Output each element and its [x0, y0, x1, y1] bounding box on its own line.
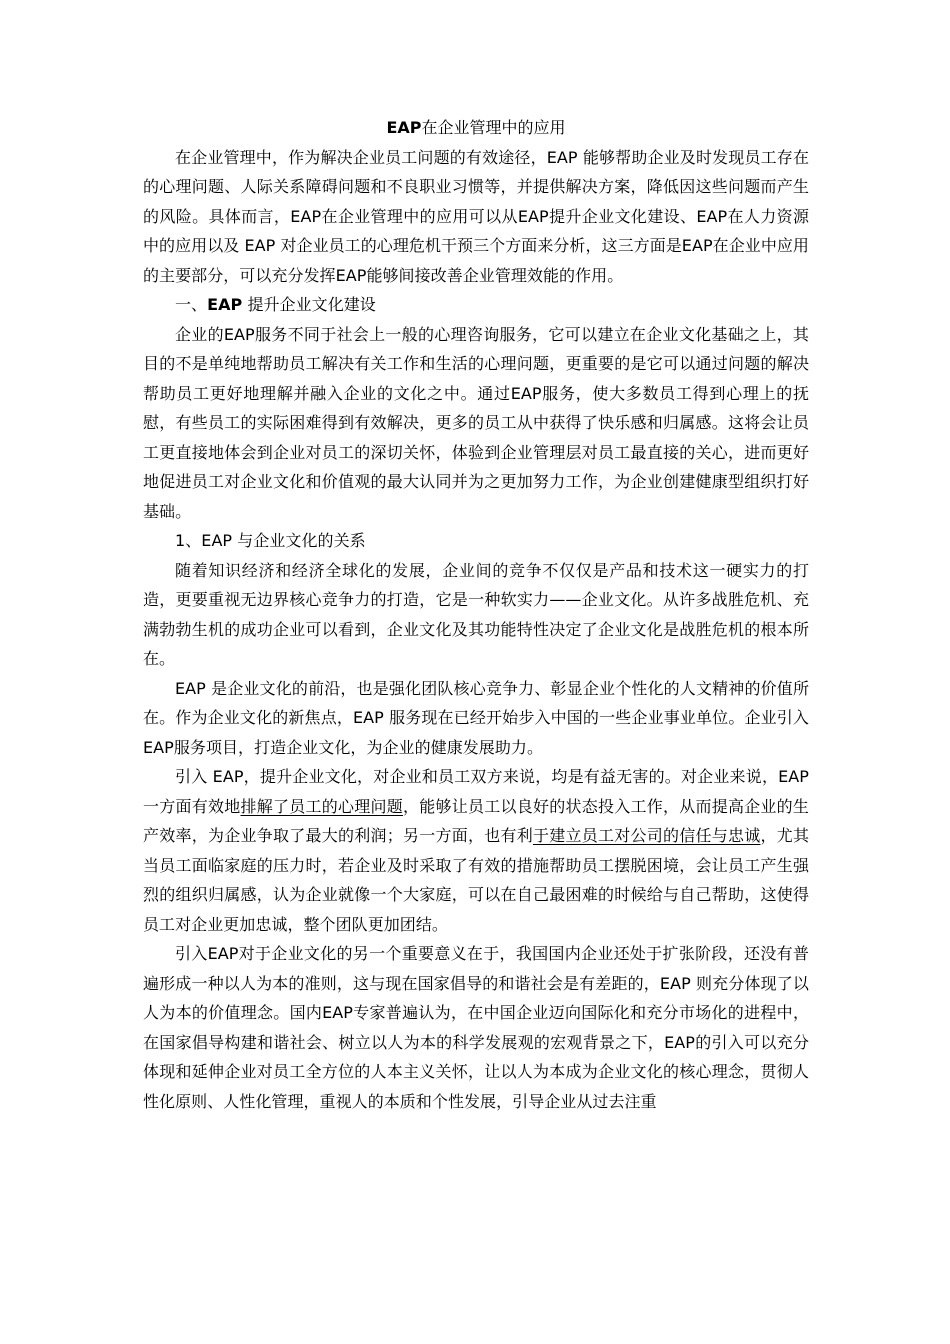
para3-text-a: 引入 EAP，提升企业文化，对企业和员工双方来说，均是有益无害的。对企业来说，EAP 一方面有效地: [143, 767, 809, 816]
subsection1-paragraph-4: 引入EAP对于企业文化的另一个重要意义在于，我国国内企业还处于扩张阶段，还没有普遍形成一种以人为本的准则，这与现在国家倡导的和谐社会是有差距的，EAP 则充分体现了以人为本的价值理念。国内EAP专家普遍认为，在中国企业迈向国际化和充分市场化的进程中，在国家倡导构建和谐社会、树立以人为本的科学发展观的宏观背景之下，EAP的引入可以充分体现和延伸企业对员工全方位的人本主义关怀，让以人为本成为企业文化的核心理念，贯彻人性化原则、人性化管理，重视人的本质和个性发展，引导企业从过去注重: [143, 944, 809, 1111]
section1-heading: [143, 290, 809, 320]
section1-heading-latin: EAP: [207, 295, 243, 314]
section1-heading-prefix: 一、: [175, 295, 208, 314]
para3-underlined-2: 于建立员工对公司的信任与忠诚: [532, 826, 761, 845]
para3-text-c: ，尤其当员工面临家庭的压力时，若企业及时采取了有效的措施帮助员工摆脱困境，会让员工产生强烈的组织归属感，认为企业就像一个大家庭，可以在自己最困难的时候给与自己帮助，这使得员工对企业更加忠诚，整个团队更加团结。: [143, 826, 810, 934]
title-rest: 在企业管理中的应用: [421, 118, 566, 137]
document-body: [143, 113, 809, 1116]
subsection1-paragraph-3: [143, 762, 809, 939]
section1-heading-rest: 提升企业文化建设: [242, 295, 376, 314]
para3-underlined-1: 排解了员工的心理问题: [240, 796, 403, 816]
intro-paragraph: 在企业管理中，作为解决企业员工问题的有效途径，EAP 能够帮助企业及时发现员工存在的心理问题、人际关系障碍问题和不良职业习惯等，并提供解决方案，降低因这些问题而产生的风险。具体而言，EAP在企业管理中的应用可以从EAP提升企业文化建设、EAP在人力资源中的应用以及 EAP 对企业员工的心理危机干预三个方面来分析，这三方面是EAP在企业中应用的主要部分，可以充分发挥EAP能够间接改善企业管理效能的作用。: [143, 147, 809, 285]
subsection1-heading: 1、EAP 与企业文化的关系: [175, 531, 366, 550]
title-latin: EAP: [386, 118, 422, 137]
subsection1-paragraph-2: EAP 是企业文化的前沿，也是强化团队核心竞争力、彰显企业个性化的人文精神的价值所在。作为企业文化的新焦点，EAP 服务现在已经开始步入中国的一些企业事业单位。企业引入EAP服务项目，打造企业文化，为企业的健康发展助力。: [143, 678, 809, 757]
document-title: [143, 113, 809, 143]
para3-text-b: ，能够让员工以良好的状态投入工作，从而提高企业的生产效率，为企业争取了最大的利润；另一方面，也有利: [143, 796, 809, 845]
subsection1-paragraph-1: 随着知识经济和经济全球化的发展，企业间的竞争不仅仅是产品和技术这一硬实力的打造，更要重视无边界核心竞争力的打造，它是一种软实力——企业文化。从许多战胜危机、充满勃勃生机的成功企业可以看到，企业文化及其功能特性决定了企业文化是战胜危机的根本所在。: [143, 560, 809, 668]
section1-paragraph: 企业的EAP服务不同于社会上一般的心理咨询服务，它可以建立在企业文化基础之上，其目的不是单纯地帮助员工解决有关工作和生活的心理问题，更重要的是它可以通过问题的解决帮助员工更好地理解并融入企业的文化之中。通过EAP服务，使大多数员工得到心理上的抚慰，有些员工的实际困难得到有效解决，更多的员工从中获得了快乐感和归属感。这将会让员工更直接地体会到企业对员工的深切关怀，体验到企业管理层对员工最直接的关心，进而更好地促进员工对企业文化和价值观的最大认同并为之更加努力工作，为企业创建健康型组织打好基础。: [143, 324, 809, 521]
